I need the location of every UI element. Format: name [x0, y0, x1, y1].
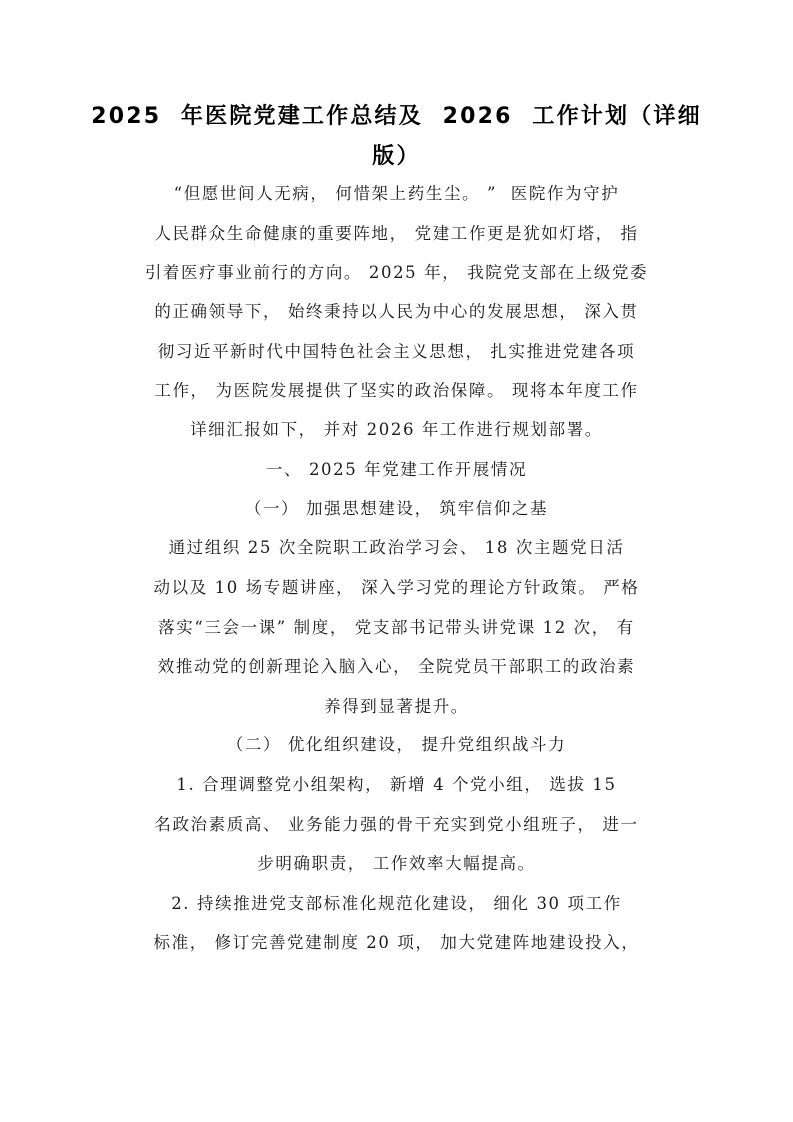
list-item-2-line: 标准， 修订完善党建制度 20 项， 加大党建阵地建设投入，: [153, 933, 640, 952]
paragraph-line: 养得到显著提升。: [324, 697, 469, 716]
intro-paragraph-line: 彻习近平新时代中国特色社会主义思想， 扎实推进党建各项: [157, 342, 636, 361]
intro-paragraph-line: 的正确领导下， 始终秉持以人民为中心的发展思想， 深入贯: [154, 302, 639, 321]
document-title-line-1: 2025 年医院党建工作总结及 2026 工作计划（详细: [91, 104, 702, 129]
document-title-line-2: 版）: [372, 144, 421, 169]
intro-paragraph-line: 引着医疗事业前行的方向。 2025 年， 我院党支部在上级党委: [144, 263, 649, 282]
intro-paragraph-line: 详细汇报如下， 并对 2026 年工作进行规划部署。: [190, 420, 603, 439]
list-item-1-line: 1. 合理调整党小组架构， 新增 4 个党小组， 选拔 15: [176, 775, 617, 794]
section-heading-1: 一、 2025 年党建工作开展情况: [265, 460, 528, 479]
subsection-heading-1: （一） 加强思想建设， 筑牢信仰之基: [244, 499, 549, 518]
paragraph-line: 通过组织 25 次全院职工政治学习会、 18 次主题党日活: [168, 538, 625, 557]
paragraph-line: 效推动党的创新理论入脑入心， 全院党员干部职工的政治素: [157, 657, 636, 676]
intro-paragraph-line: 人民群众生命健康的重要阵地， 党建工作更是犹如灯塔， 指: [154, 224, 639, 243]
list-item-2-line: 2. 持续推进党支部标准化规范化建设， 细化 30 项工作: [171, 894, 622, 913]
list-item-1-line: 步明确职责， 工作效率大幅提高。: [257, 854, 536, 873]
paragraph-line: 落实“三会一课” 制度， 党支部书记带头讲党课 12 次， 有: [158, 618, 635, 637]
paragraph-line: 动以及 10 场专题讲座， 深入学习党的理论方针政策。 严格: [153, 578, 640, 597]
subsection-heading-2: （二） 优化组织建设， 提升党组织战斗力: [226, 735, 567, 754]
intro-paragraph-line: “但愿世间人无病， 何惜架上药生尘。 ” 医院作为守护: [173, 184, 620, 203]
intro-paragraph-line: 工作， 为医院发展提供了坚实的政治保障。 现将本年度工作: [154, 381, 639, 400]
list-item-1-line: 名政治素质高、 业务能力强的骨干充实到党小组班子， 进一: [154, 815, 639, 834]
